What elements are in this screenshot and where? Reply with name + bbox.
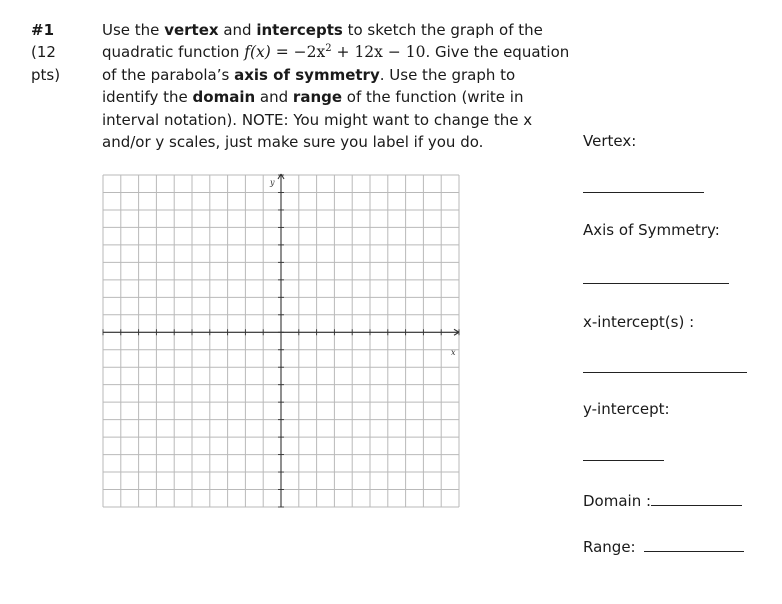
- question-prompt: [102, 19, 572, 153]
- vertex-answer-blank[interactable]: [583, 192, 704, 193]
- question-number: #1: [31, 21, 55, 39]
- function-term: = −2x: [270, 43, 326, 62]
- prompt-text: to sketch the graph of the quadratic function: [102, 21, 543, 62]
- prompt-bold-intercepts: intercepts: [256, 21, 343, 39]
- prompt-text: . Use the graph to identify the: [102, 65, 516, 107]
- function-term: + 12x − 10: [331, 43, 426, 62]
- function-exponent: 2: [325, 43, 332, 55]
- prompt-bold-range: range: [292, 88, 343, 107]
- function-lhs: f(x): [244, 43, 271, 62]
- axis-of-symmetry-answer-blank[interactable]: [583, 283, 729, 284]
- prompt-bold-vertex: vertex: [164, 21, 219, 39]
- range-label: Range:: [583, 538, 636, 556]
- prompt-text: of the function (write in interval notation). NOTE: You might want to change the x and/or y scales, just make sure you label if you do.: [102, 88, 533, 152]
- prompt-text: Use the: [102, 21, 165, 39]
- x-intercepts-answer-blank[interactable]: [583, 372, 747, 373]
- question-number-block: [31, 19, 71, 86]
- prompt-text: and: [218, 21, 257, 39]
- prompt-bold-domain: domain: [192, 88, 256, 107]
- domain-label: Domain :: [583, 492, 652, 510]
- x-intercepts-label: x-intercept(s) :: [583, 313, 695, 331]
- range-answer-blank[interactable]: [644, 536, 744, 552]
- x-axis-label: x: [451, 348, 456, 357]
- function-equation: [244, 43, 425, 61]
- prompt-bold-axis: axis of symmetry: [234, 65, 380, 84]
- domain-answer-blank[interactable]: [651, 490, 742, 506]
- prompt-text: and: [255, 88, 293, 107]
- y-intercept-label: y-intercept:: [583, 400, 670, 418]
- y-axis-label: y: [270, 178, 275, 187]
- prompt-text: . Give the equation of the parabola’s: [102, 43, 570, 84]
- y-intercept-answer-blank[interactable]: [583, 460, 664, 461]
- axis-of-symmetry-label: Axis of Symmetry:: [583, 221, 720, 239]
- vertex-label: Vertex:: [583, 132, 637, 150]
- domain-row: [583, 490, 742, 510]
- coordinate-grid-svg: [95, 172, 465, 510]
- coordinate-grid[interactable]: [95, 172, 465, 510]
- points-line-1: (12: [31, 43, 56, 62]
- range-row: [583, 536, 744, 556]
- points-line-2: pts): [31, 65, 61, 84]
